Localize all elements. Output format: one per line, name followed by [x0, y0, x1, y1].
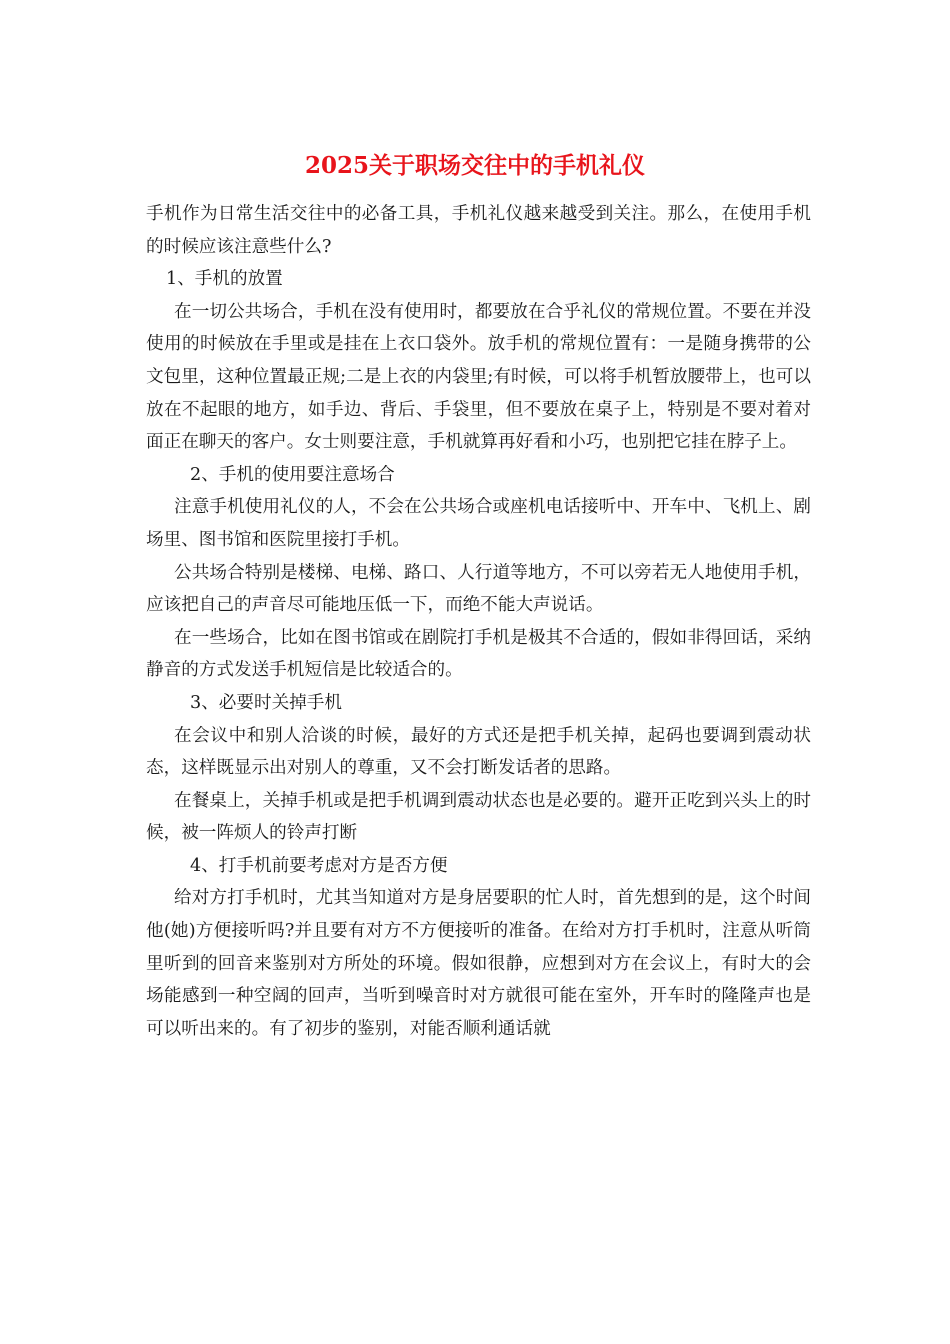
section-2-paragraph-3: 在一些场合，比如在图书馆或在剧院打手机是极其不合适的，假如非得回话，采纳静音的方式发送手机短信是比较适合的。 [146, 627, 811, 681]
section-2-paragraph-2: 公共场合特别是楼梯、电梯、路口、人行道等地方，不可以旁若无人地使用手机，应该把自己的声音尽可能地压低一下，而绝不能大声说话。 [146, 562, 811, 616]
section-3-paragraph-1: 在会议中和别人洽谈的时候，最好的方式还是把手机关掉，起码也要调到震动状态，这样既显示出对别人的尊重，又不会打断发话者的思路。 [146, 725, 811, 779]
section-1-heading: 1、手机的放置 [166, 269, 283, 290]
section-2-paragraph-1: 注意手机使用礼仪的人，不会在公共场合或座机电话接听中、开车中、飞机上、剧场里、图书馆和医院里接打手机。 [146, 497, 811, 550]
document-body [146, 198, 811, 1045]
section-4-heading: 4、打手机前要考虑对方是否方便 [190, 855, 448, 876]
intro-paragraph: 手机作为日常生活交往中的必备工具，手机礼仪越来越受到关注。那么，在使用手机的时候应该注意些什么? [146, 204, 811, 257]
section-4-paragraph-1: 给对方打手机时，尤其当知道对方是身居要职的忙人时，首先想到的是，这个时间他(她)方便接听吗?并且要有对方不方便接听的准备。在给对方打手机时，注意从听筒里听到的回音来鉴别对方所处的环境。假如很静，应想到对方在会议上，有时大的会场能感到一种空阔的回声，当听到噪音时对方就很可能在室外，开车时的隆隆声也是可以听出来的。有了初步的鉴别，对能否顺利通话就 [146, 888, 811, 1039]
section-2-heading: 2、手机的使用要注意场合 [190, 464, 395, 485]
section-1-paragraph-1: 在一切公共场合，手机在没有使用时，都要放在合乎礼仪的常规位置。不要在并没使用的时候放在手里或是挂在上衣口袋外。放手机的常规位置有：一是随身携带的公文包里，这种位置最正规;二是上衣的内袋里;有时候，可以将手机暂放腰带上，也可以放在不起眼的地方，如手边、背后、手袋里，但不要放在桌子上，特别是不要对着对面正在聊天的客户。女士则要注意，手机就算再好看和小巧，也别把它挂在脖子上。 [146, 301, 811, 453]
document-title: 2025关于职场交往中的手机礼仪 [304, 152, 645, 179]
section-3-paragraph-2: 在餐桌上，关掉手机或是把手机调到震动状态也是必要的。避开正吃到兴头上的时候，被一阵烦人的铃声打断 [146, 790, 811, 844]
section-3-heading: 3、必要时关掉手机 [190, 692, 342, 713]
